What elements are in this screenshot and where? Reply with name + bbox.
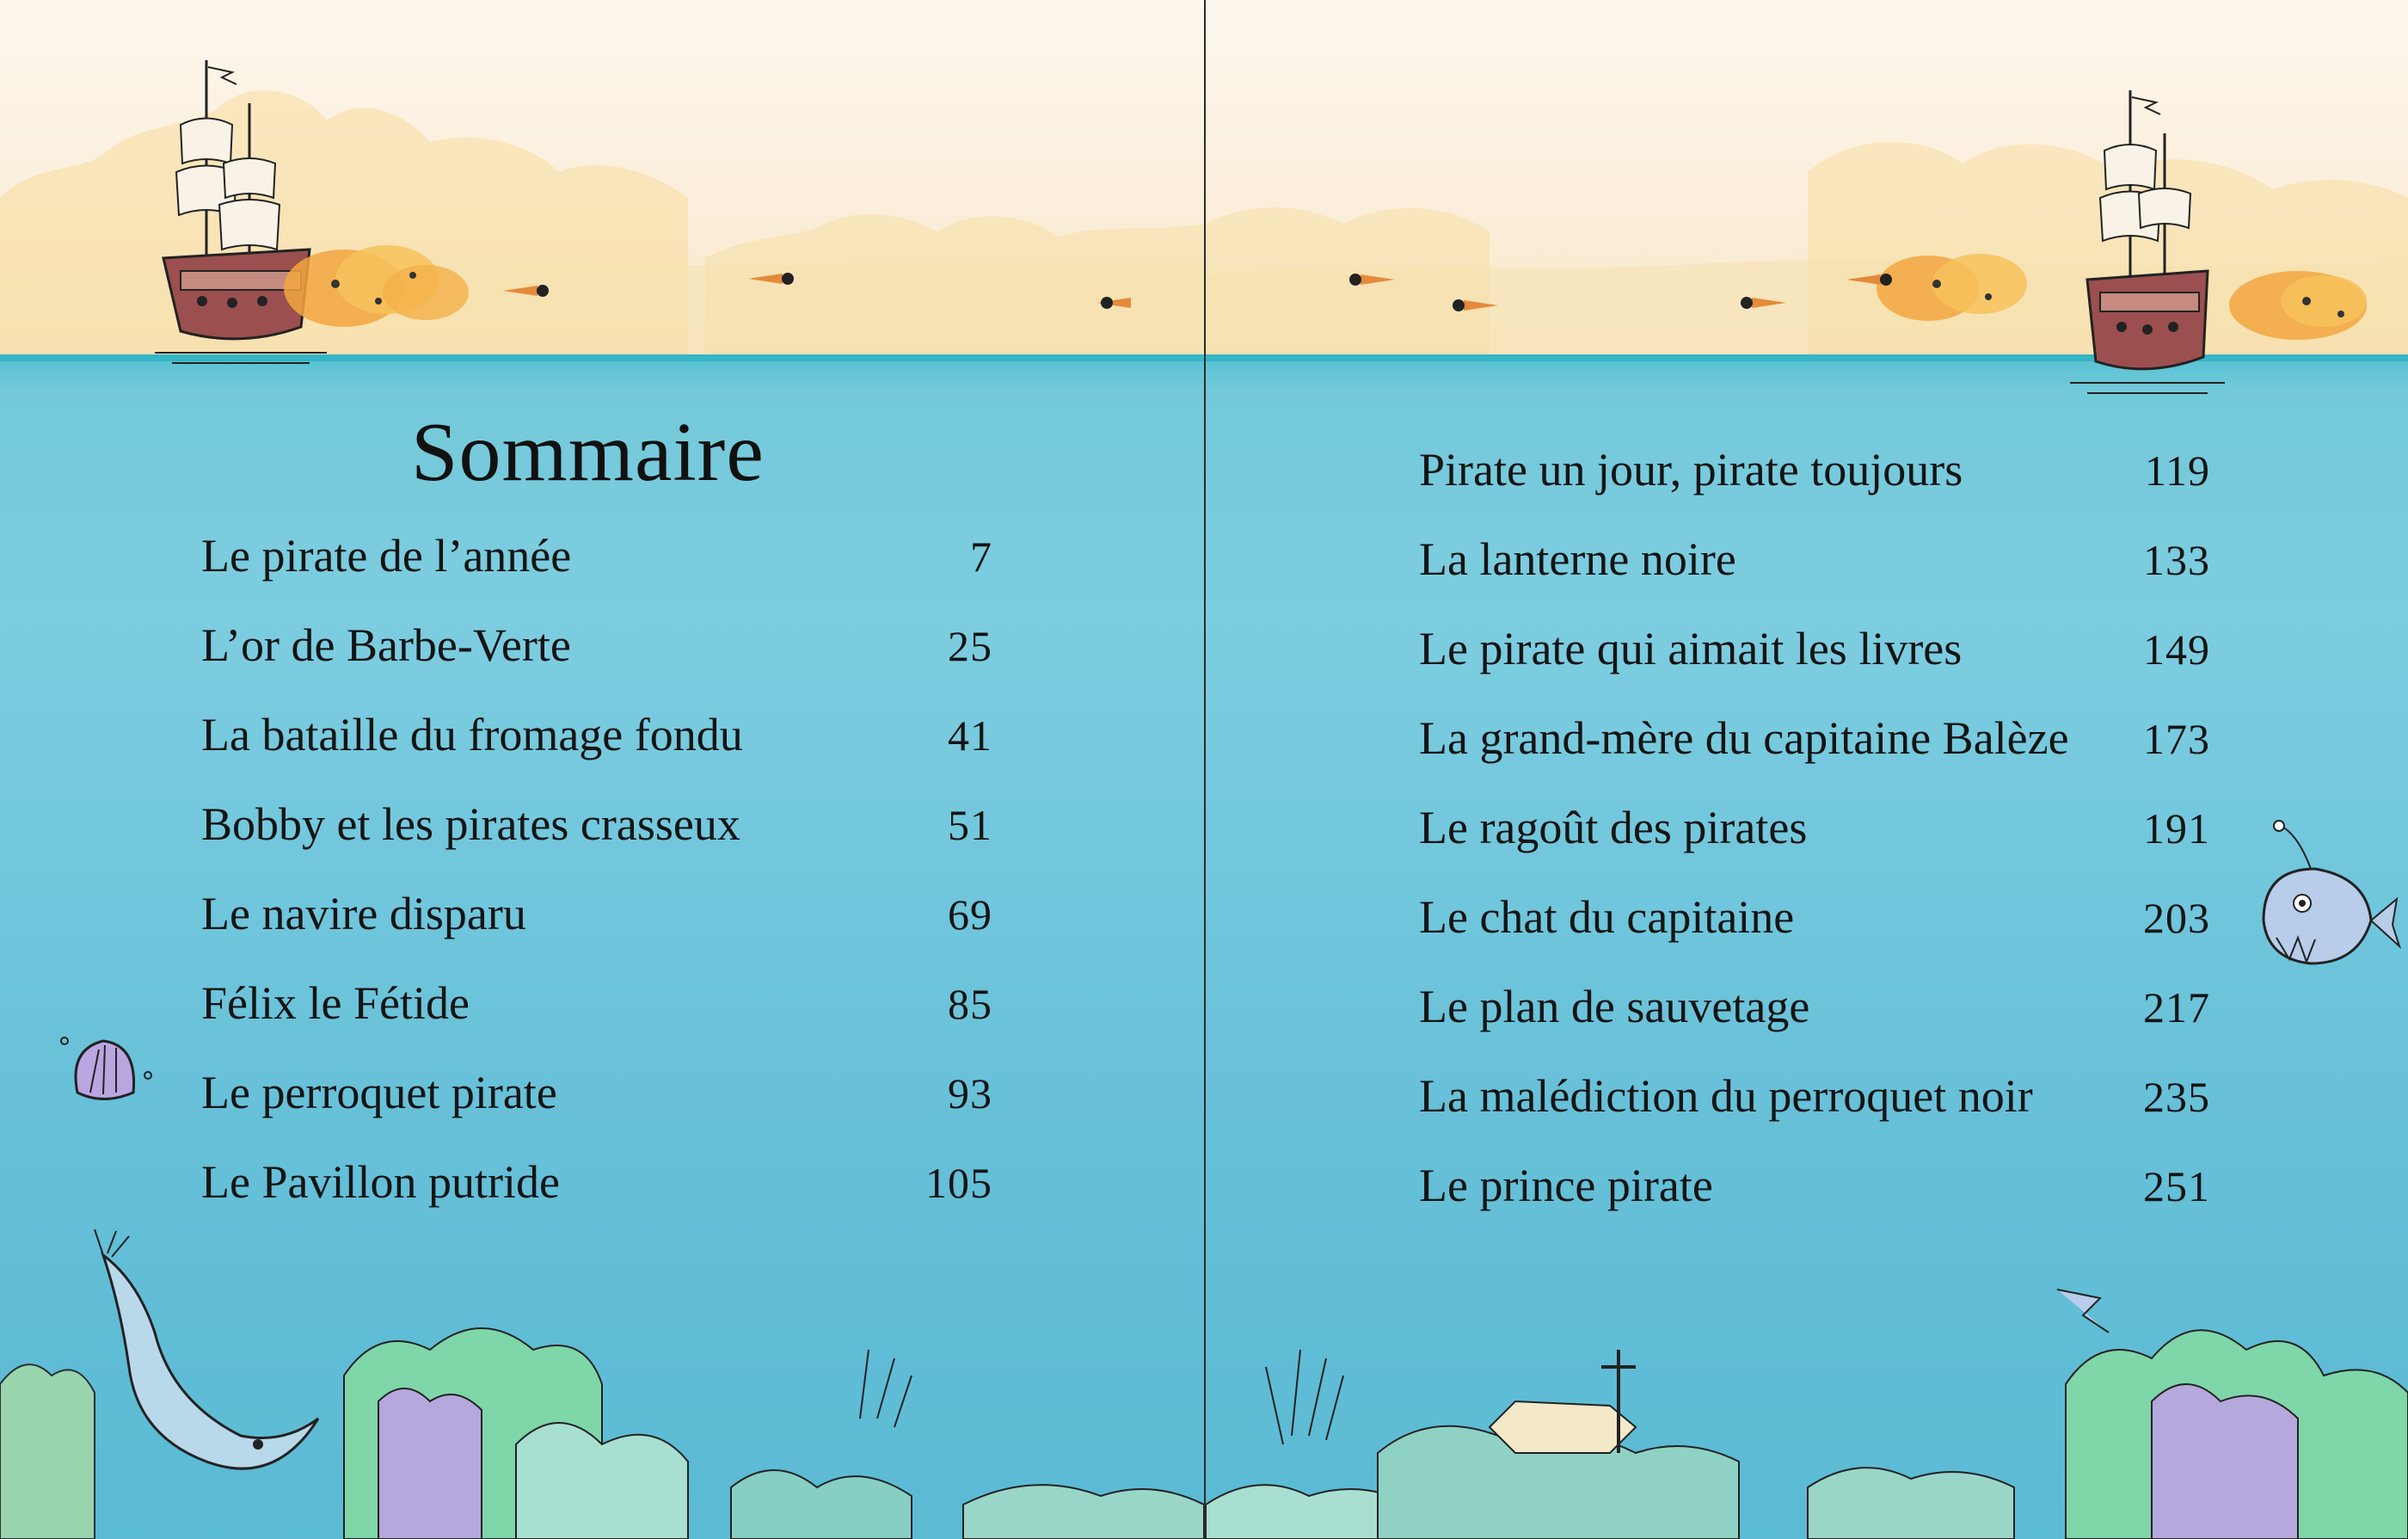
toc-entry-title: Le plan de sauvetage	[1419, 981, 1810, 1032]
toc-entry-page-number: 93	[948, 1069, 992, 1117]
cannonball-icon	[1343, 271, 1395, 288]
cannon-smoke-icon	[1877, 241, 2049, 336]
toc-entry	[201, 619, 992, 708]
toc-entry-title: Le Pavillon putride	[201, 1156, 560, 1208]
toc-entry-page-number: 69	[948, 890, 992, 939]
cannonball-icon	[1846, 271, 1898, 288]
toc-entry-page-number: 251	[2143, 1162, 2210, 1210]
toc-entry-page-number: 235	[2143, 1073, 2210, 1121]
toc-entry	[1419, 801, 2210, 890]
toc-entry	[201, 708, 992, 797]
toc-entry	[201, 1155, 992, 1245]
toc-entry	[1419, 622, 2210, 711]
toc-entry-title: Le ragoût des pirates	[1419, 802, 1808, 853]
seabed-coral-illustration	[1206, 1229, 2408, 1539]
toc-list-left	[201, 529, 992, 1245]
toc-entry-page-number: 149	[2143, 625, 2210, 674]
toc-entry-page-number: 133	[2143, 536, 2210, 584]
toc-entry-title: Pirate un jour, pirate toujours	[1419, 444, 1963, 496]
cannonball-icon	[1096, 294, 1148, 311]
toc-entry-title: Le perroquet pirate	[201, 1067, 557, 1118]
toc-entry-title: La lanterne noire	[1419, 533, 1736, 585]
toc-entry-title: Félix le Fétide	[201, 977, 470, 1029]
toc-entry-title: Le prince pirate	[1419, 1160, 1713, 1211]
toc-entry-title: Bobby et les pirates crasseux	[201, 798, 740, 850]
toc-entry-title: Le pirate de l’année	[201, 530, 572, 582]
toc-entry	[1419, 443, 2210, 532]
toc-entry-title: Le chat du capitaine	[1419, 891, 1795, 943]
toc-entry	[1419, 532, 2210, 622]
cannonball-icon	[503, 282, 555, 299]
toc-entry-title: La malédiction du perroquet noir	[1419, 1070, 2033, 1122]
cannonball-icon	[748, 270, 800, 287]
toc-entry-page-number: 85	[948, 980, 992, 1028]
pirate-ship-icon	[2036, 82, 2259, 409]
page-title: Sommaire	[411, 406, 765, 499]
toc-entry-page-number: 217	[2143, 983, 2210, 1031]
cannon-smoke-icon	[2221, 258, 2375, 353]
toc-entry	[201, 976, 992, 1066]
toc-entry-page-number: 191	[2143, 804, 2210, 853]
toc-entry-title: La bataille du fromage fondu	[201, 709, 743, 760]
toc-entry	[1419, 890, 2210, 980]
toc-entry-page-number: 203	[2143, 894, 2210, 942]
toc-entry	[201, 797, 992, 887]
toc-entry	[1419, 980, 2210, 1069]
toc-entry	[201, 887, 992, 976]
toc-entry-page-number: 105	[925, 1159, 992, 1207]
toc-list-right	[1419, 443, 2210, 1248]
toc-entry	[1419, 711, 2210, 801]
toc-entry-page-number: 173	[2143, 715, 2210, 763]
cannonball-icon	[1447, 297, 1498, 314]
toc-entry-page-number: 51	[948, 801, 992, 849]
toc-entry-page-number: 41	[948, 711, 992, 760]
toc-entry	[1419, 1069, 2210, 1159]
right-page	[1206, 0, 2408, 1539]
anglerfish-icon	[2229, 817, 2401, 981]
cannon-smoke-icon	[284, 232, 482, 344]
toc-entry	[201, 1066, 992, 1155]
shell-icon	[52, 1015, 163, 1118]
toc-entry-page-number: 25	[948, 622, 992, 670]
cannonball-icon	[1735, 294, 1786, 311]
toc-entry	[201, 529, 992, 619]
toc-entry-title: Le pirate qui aimait les livres	[1419, 623, 1963, 674]
toc-entry-page-number: 119	[2144, 446, 2210, 495]
toc-entry-title: La grand-mère du capitaine Balèze	[1419, 712, 2069, 764]
toc-entry-page-number: 7	[970, 532, 992, 581]
toc-entry	[1419, 1159, 2210, 1248]
toc-entry-title: Le navire disparu	[201, 888, 526, 939]
toc-entry-title: L’or de Barbe-Verte	[201, 619, 571, 671]
seabed-coral-illustration	[0, 1229, 1204, 1539]
